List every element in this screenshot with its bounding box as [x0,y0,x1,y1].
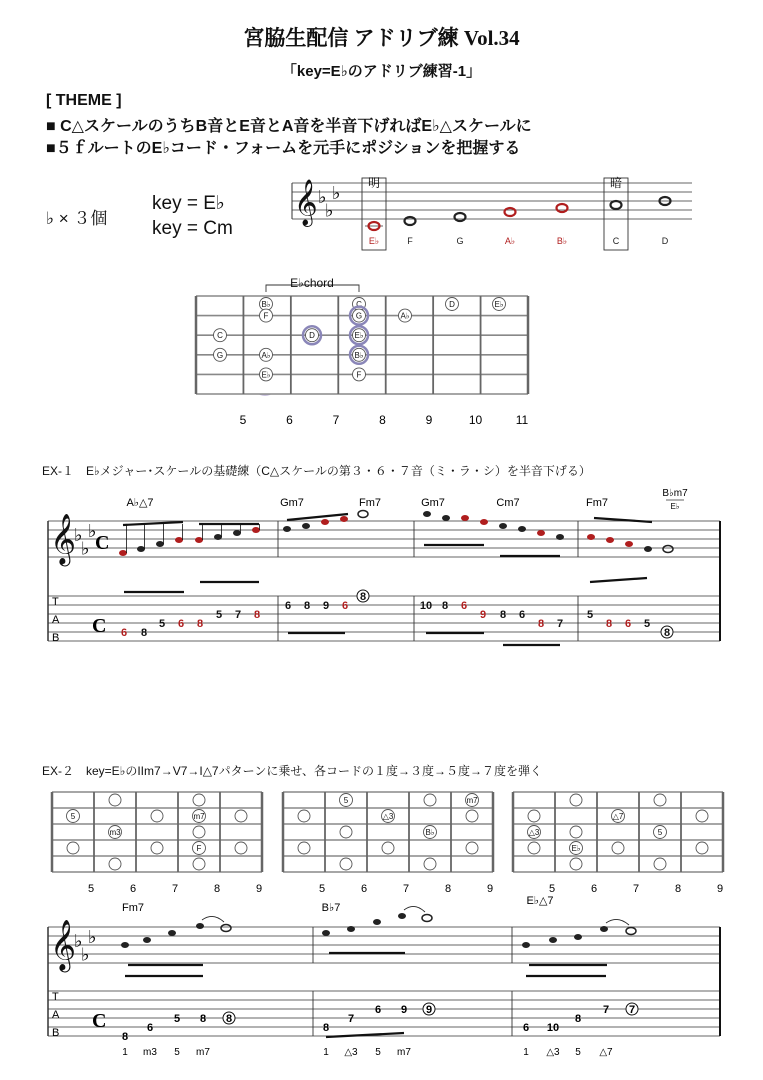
ex1-chord-3: Fm7 [359,497,381,509]
ex2-m2-degree-4: m7 [397,1047,411,1058]
scale-note-name-1: E♭ [368,236,380,246]
ex2-diagram-3-fret-number: 9 [716,883,724,895]
ex2-diagram-1-board [52,792,262,872]
ex1-m3-note-1 [423,511,431,517]
ex2-diagram-3-fret-number: 5 [548,883,556,895]
ex1-m3-tab-8: 7 [556,618,564,630]
chord-note-6-label: G [355,311,363,321]
flat-count: ♭ × ３個 [46,209,108,228]
chord-note-8-label: B♭ [354,350,364,360]
ex2-m2-degree-3: 5 [375,1047,381,1058]
ex2-m1-degree-1: 1 [122,1047,128,1058]
page-title: 宮脇生配信 アドリブ練 Vol.34 [243,26,520,50]
ex2-m1-tab-5: 8 [225,1013,233,1025]
chord-fret-number: 6 [286,413,293,427]
ex1-m3-tab-1: 10 [419,600,433,612]
page-subtitle: 「key=E♭のアドリブ練習-1」 [281,63,482,80]
ex2-diagram-3-note-1-label: △3 [528,828,540,837]
ex1-m2-note-4 [340,516,348,522]
ex1-m2-tab-1: 6 [284,600,292,612]
ex1-m2-note-3 [321,519,329,525]
scale-note-3 [455,213,466,221]
chord-note-4-label: E♭ [261,370,271,380]
chord-note-15-label: E♭ [494,300,504,309]
dark-label: 暗 [609,176,623,190]
ex1-m4-tab-3: 6 [624,618,632,630]
ex2-diagram-3-dot-9 [612,842,624,854]
key-major: key = E♭ [152,193,225,214]
ex2-m1-note-2 [143,937,151,943]
ex1-beam [594,518,652,522]
ex2-diagram-3-dot-8 [528,842,540,854]
ex1-chord-4: Gm7 [421,497,445,509]
ex2-m2-degree-2: △3 [344,1047,358,1058]
ex2-m1-half-note [221,925,231,932]
ex1-m3-tab-2: 8 [441,600,449,612]
ex2-m1-tab-2: 6 [146,1022,154,1034]
ex2-m3-degree-3: 5 [575,1047,581,1058]
ex2-m3-note-4 [600,926,608,932]
ex2-diagram-2-dot-11 [340,858,352,870]
ex1-tab-beam [590,578,647,582]
chord-fret-number: 7 [332,413,340,427]
chord-note-1-label: B♭ [261,300,271,309]
scale-note-name-7: D [661,236,669,246]
ex1-m2-tab-5: 8 [359,591,367,603]
ex1-label: EX-１ E♭メジャー･スケールの基礎練（C△スケールの第３・６・７音（ミ・ラ・シ）を半音下げる） [42,464,591,478]
ex2-diagram-2-dot-8 [298,842,310,854]
ex2-m1-tab-1: 8 [121,1031,129,1043]
theme-line-1: ■ C△スケールのうちB音とE音とA音を半音下げればE♭△スケールに [46,118,532,135]
ex2-diagram-1-note-4-label: F [196,844,202,853]
ex2-diagram-2-dot-10 [466,842,478,854]
ex1-m1-tab-7: 7 [234,609,242,621]
ex2-m2-note-2 [347,926,355,932]
ex1-m3-note-7 [537,530,545,536]
ex2-diagram-1-dot-11 [109,858,121,870]
ex2-m3-tab-2: 10 [546,1022,560,1034]
ex2-m2-tab-4: 9 [400,1004,408,1016]
ex2-m3-note-2 [549,937,557,943]
ex2-diagram-3-dot-12 [654,858,666,870]
ex2-m3-tab-1: 6 [522,1022,530,1034]
ex2-diagram-3-fret-number: 8 [674,883,682,895]
ex1-time-sig: C [95,532,110,554]
ex1-chord-7: B♭m7 [662,488,688,499]
flat-sign: ♭ [74,930,83,951]
ex2-label: EX-２ key=E♭のIIm7→V7→I△7パターンに乗せ、各コードの１度→３度→５度→７度を弾く [42,764,543,778]
ex2-diagram-2-note-4-label: B♭ [425,828,435,837]
ex1-m2-tab-2: 8 [303,600,311,612]
ex2-m3-tab-4: 7 [602,1004,610,1016]
ex2-diagram-1-dot-1 [109,794,121,806]
ex2-diagram-2-fret-number: 5 [318,883,326,895]
ex1-m2-tab-4: 6 [341,600,349,612]
flat-sign: ♭ [88,927,97,948]
ex1-chord-5: Cm7 [496,497,520,509]
ex1-m4-tab-1: 5 [586,609,594,621]
ex2-m1-note-1 [121,942,129,948]
flat-sign: ♭ [88,521,97,542]
ex1-m4-note-2 [606,537,614,543]
chord-note-11-label: D [309,331,315,341]
ex2-m1-note-4 [196,923,204,929]
ex1-m1-tab-2: 8 [140,627,148,639]
ex2-diagram-1-dot-4 [151,810,163,822]
ex2-m3-tab-5: 7 [628,1004,636,1016]
ex1-m1-tab-6: 5 [215,609,223,621]
ex2-m2-tie [404,906,425,912]
tab-letter-b: B [52,632,60,644]
ex2-m2-tab-5: 9 [425,1004,433,1016]
ex2-m1-tie [202,916,224,922]
tab-letter-a: A [52,614,60,626]
ex2-diagram-3-dot-2 [654,794,666,806]
ex2-diagram-3-dot-11 [570,858,582,870]
ex1-m3-note-5 [499,523,507,529]
ex2-diagram-3-fret-number: 7 [632,883,640,895]
ex2-diagram-2-dot-12 [424,858,436,870]
ex1-m3-tab-6: 6 [518,609,526,621]
ex2-m2-degree-1: 1 [323,1047,329,1058]
ex2-diagram-1-dot-5 [235,810,247,822]
ex1-m1-tab-4: 6 [177,618,185,630]
ex1-m1-note-8 [252,527,260,533]
ex1-m4-note-1 [587,534,595,540]
ex2-diagram-2-note-2-label: m7 [466,796,478,805]
tab-letter-t: T [52,596,59,608]
ex2-diagram-1-note-2-label: m3 [109,828,121,837]
ex2-diagram-3-note-3-label: 5 [657,828,663,837]
ex2-m1-degree-2: m3 [143,1047,157,1058]
ex2-m3-degree-4: △7 [599,1047,613,1058]
flat-sign: ♭ [332,183,341,204]
ex2-m2-tab-1: 8 [322,1022,330,1034]
ex1-beam [287,514,348,520]
scale-note-2 [405,217,416,225]
ex2-m1-degree-4: m7 [196,1047,210,1058]
key-minor: key = Cm [152,218,233,239]
scale-note-name-4: A♭ [504,236,516,246]
ex2-diagram-1-note-3-label: m7 [193,812,205,821]
ex2-m3-degree-1: 1 [523,1047,529,1058]
ex1-m3-note-4 [480,519,488,525]
ex2-m2-note-3 [373,919,381,925]
ex1-m3-tab-7: 8 [537,618,545,630]
ex2-diagram-2-fret-number: 7 [402,883,410,895]
ex2-diagram-2-dot-3 [298,810,310,822]
ex2-m2-note-1 [322,930,330,936]
chord-note-14-label: D [449,300,455,309]
ex1-m4-note-3 [625,541,633,547]
ex2-diagram-3-note-2-label: △7 [612,812,624,821]
chord-note-12-label: G [216,350,224,360]
ex1-m1-note-3 [156,541,164,547]
ex1-m2-half-note [358,511,368,518]
ex1-m3-tab-3: 6 [460,600,468,612]
ex2-m3-note-3 [574,934,582,940]
ex1-m1-tab-3: 5 [158,618,166,630]
ex1-m3-note-2 [442,515,450,521]
ex1-m1-note-6 [214,534,222,540]
ex2-m1-degree-3: 5 [174,1047,180,1058]
ex2-m3-degree-2: △3 [546,1047,560,1058]
ex2-diagram-3-dot-3 [528,810,540,822]
ex2-diagram-2-fret-number: 6 [360,883,368,895]
ex2-diagram-1-dot-9 [151,842,163,854]
ex1-m2-note-2 [302,523,310,529]
tab-letter-b: B [52,1027,60,1039]
ex2-diagram-1-fret-number: 5 [87,883,95,895]
chord-note-10-label: A♭ [400,311,410,321]
ex1-chord-bass: E♭ [670,502,680,511]
ex2-m3-note-1 [522,942,530,948]
ex1-m3-note-6 [518,526,526,532]
ex2-diagram-3-note-4-label: E♭ [571,844,581,853]
ex2-chord-1: Fm7 [122,902,144,914]
ex1-m1-note-5 [195,537,203,543]
ex1-chord-6: Fm7 [586,497,608,509]
ex2-diagram-1-fret-number: 8 [213,883,221,895]
ex1-chord-2: Gm7 [280,497,304,509]
ex1-m3-tab-5: 8 [499,609,507,621]
flat-sign: ♭ [74,524,83,545]
ex2-m1-tab-4: 8 [199,1013,207,1025]
flat-sign: ♭ [325,200,334,221]
ex1-m3-tab-4: 9 [479,609,487,621]
chord-note-5-label: C [356,300,362,309]
ex2-diagram-2-dot-5 [466,810,478,822]
treble-clef: 𝄞 [294,179,318,225]
ex2-diagram-2-dot-6 [340,826,352,838]
treble-clef: 𝄞 [50,514,77,564]
flat-sign: ♭ [81,538,90,559]
chord-note-7-label: E♭ [354,331,364,341]
scale-note-6 [611,201,622,209]
scale-note-4 [505,208,516,216]
ex1-m1-note-7 [233,530,241,536]
ex1-tab-time-sig: C [92,615,107,637]
ex1-m1-note-1 [119,550,127,556]
ex1-m4-tab-4: 5 [643,618,651,630]
scale-note-name-2: F [407,236,413,246]
ex2-diagram-1-dot-7 [193,826,205,838]
ex1-m1-tab-8: 8 [253,609,261,621]
chord-fret-number: 9 [425,413,433,427]
ex2-diagram-3-fret-number: 6 [590,883,598,895]
ex1-m1-tab-1: 6 [120,627,128,639]
ex2-chord-3: E♭△7 [526,895,554,907]
ex2-m2-tab-2: 7 [347,1013,355,1025]
ex2-diagram-1-dot-12 [193,858,205,870]
ex1-m3-note-3 [461,515,469,521]
ex2-diagram-1-fret-number: 9 [255,883,263,895]
ex1-m4-half-note [663,546,673,553]
scale-note-5 [557,204,568,212]
chord-label: E♭chord [290,276,334,290]
ex1-m1-note-4 [175,537,183,543]
bright-label: 明 [367,176,381,190]
ex2-diagram-1-dot-10 [235,842,247,854]
chord-fret-number: 11 [515,413,529,427]
ex2-diagram-3-dot-6 [570,826,582,838]
ex2-diagram-2-dot-2 [424,794,436,806]
ex2-diagram-2-fret-number: 9 [486,883,494,895]
flat-sign: ♭ [318,186,327,207]
ex2-m2-note-4 [398,913,406,919]
chord-note-13-label: C [217,331,223,341]
ex2-m2-half-note [422,915,432,922]
scale-note-name-5: B♭ [556,236,568,246]
chord-fret-number: 8 [379,413,386,427]
ex2-diagram-1-fret-number: 7 [171,883,179,895]
ex2-m3-tab-3: 8 [574,1013,582,1025]
ex2-diagram-2-board [283,792,493,872]
ex1-beam [123,522,183,525]
tab-letter-a: A [52,1009,60,1021]
ex2-diagram-3-dot-10 [696,842,708,854]
ex2-chord-2: B♭7 [321,902,341,914]
ex2-diagram-3-board [513,792,723,872]
scale-note-name-6: C [612,236,620,246]
chord-fret-number: 10 [468,413,483,427]
chord-note-9-label: F [356,370,362,380]
ex2-diagram-1-fret-number: 6 [129,883,137,895]
ex2-m1-tab-3: 5 [173,1013,181,1025]
ex1-chord-1: A♭△7 [126,497,154,509]
scale-note-name-3: G [456,236,464,246]
ex2-diagram-1-note-1-label: 5 [70,812,76,821]
ex1-m2-tab-3: 9 [322,600,330,612]
ex1-m2-note-1 [283,526,291,532]
ex2-diagram-2-dot-9 [382,842,394,854]
ex2-diagram-2-note-3-label: △3 [382,812,394,821]
ex2-tab-time-sig: C [92,1010,107,1032]
tab-letter-t: T [52,991,59,1003]
theme-heading: [ THEME ] [46,92,122,109]
ex2-m3-tie [606,919,629,925]
ex2-m3-half-note [626,928,636,935]
ex2-diagram-1-dot-8 [67,842,79,854]
ex1-m4-tab-2: 8 [605,618,613,630]
flat-sign: ♭ [81,944,90,965]
ex2-diagram-2-note-1-label: 5 [343,796,349,805]
ex1-m1-note-2 [137,546,145,552]
chord-note-2-label: F [263,311,269,321]
theme-line-2: ■５ｆルートのE♭コード・フォームを元手にポジションを把握する [46,140,521,157]
ex1-m4-tab-5: 8 [663,627,671,639]
treble-clef: 𝄞 [50,920,77,970]
ex2-diagram-2-fret-number: 8 [444,883,452,895]
ex2-diagram-1-dot-2 [193,794,205,806]
ex2-m1-note-3 [168,930,176,936]
ex1-m3-note-8 [556,534,564,540]
chord-note-3-label: A♭ [261,350,271,360]
ex1-m4-note-4 [644,546,652,552]
chord-fret-number: 5 [239,413,247,427]
ex2-diagram-3-dot-5 [696,810,708,822]
ex1-m1-tab-5: 8 [196,618,204,630]
ex2-m2-tab-3: 6 [374,1004,382,1016]
ex2-diagram-3-dot-1 [570,794,582,806]
